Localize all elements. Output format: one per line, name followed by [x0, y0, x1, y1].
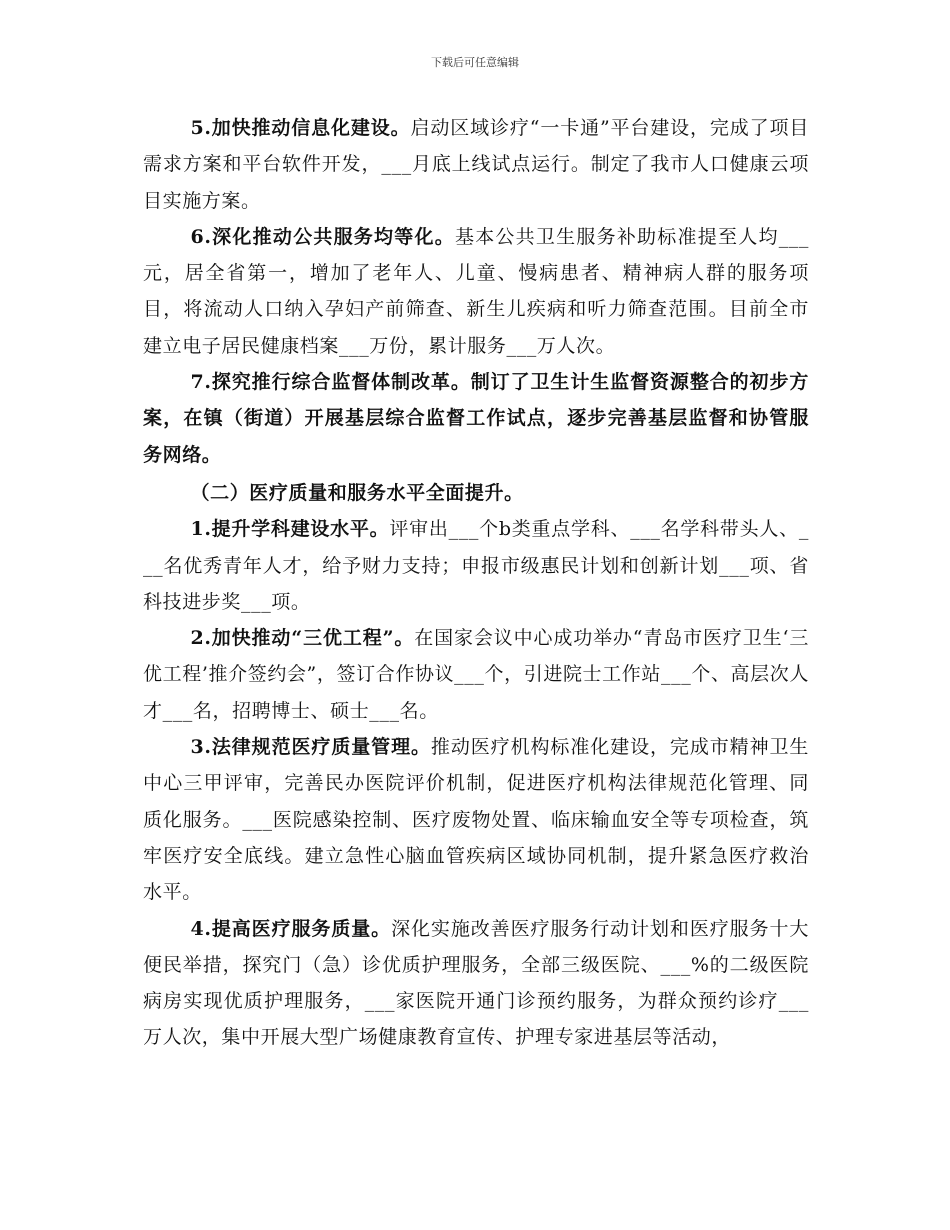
paragraph-heading: 4.提高医疗服务质量。 — [190, 917, 392, 940]
paragraph-text: 制订了卫生计生监督资源整合的初步方案，在镇（街道）开展基层综合监督工作试点，逐步完善基层监督和协管服务网络。 — [143, 371, 809, 466]
paragraph-6 — [143, 219, 809, 364]
paragraph-heading: 6.深化推动公共服务均等化。 — [190, 225, 455, 248]
section-title: （二）医疗质量和服务水平全面提升。 — [190, 481, 524, 504]
paragraph-text: 评审出___个b类重点学科、___名学科带头人、___名优秀青年人才，给予财力支持；申报市级惠民计划和创新计划___项、省科技进步奖___项。 — [143, 518, 809, 613]
paragraph-7 — [143, 364, 809, 473]
paragraph-heading: 3.法律规范医疗质量管理。 — [190, 736, 431, 759]
header-note: 下载后可任意编辑 — [431, 56, 519, 69]
paragraph-4 — [143, 911, 809, 1056]
section-heading — [143, 475, 809, 511]
paragraph-1 — [143, 511, 809, 620]
paragraph-heading: 1.提升学科建设水平。 — [190, 518, 390, 541]
paragraph-text: 深化实施改善医疗服务行动计划和医疗服务十大便民举措，探究门（急）诊优质护理服务，全部三级医院、___%的二级医院病房实现优质护理服务，___家医院开通门诊预约服务，为群众预约诊疗___万人次，集中开展大型广场健康教育宣传、护理专家进基层等活动， — [143, 917, 809, 1049]
paragraph-2 — [143, 620, 809, 729]
paragraph-5 — [143, 110, 809, 219]
paragraph-text: 推动医疗机构标准化建设，完成市精神卫生中心三甲评审，完善民办医院评价机制，促进医疗机构法律规范化管理、同质化服务。___医院感染控制、医疗废物处置、临床输血安全等专项检查，筑牢医疗安全底线。建立急性心脑血管疾病区域协同机制，提升紧急医疗救治水平。 — [143, 736, 809, 904]
paragraph-heading: 2.加快推动“三优工程”。 — [190, 627, 415, 650]
document-body — [143, 110, 809, 1056]
paragraph-text: 在国家会议中心成功举办“青岛市医疗卫生‘三优工程’推介签约会”，签订合作协议___个，引进院士工作站___个、高层次人才___名，招聘博士、硕士___名。 — [143, 627, 809, 722]
paragraph-text: 启动区域诊疗“一卡通”平台建设，完成了项目需求方案和平台软件开发，___月底上线试点运行。制定了我市人口健康云项目实施方案。 — [143, 117, 809, 212]
paragraph-heading: 7.探究推行综合监督体制改革。 — [190, 371, 471, 394]
paragraph-text: 基本公共卫生服务补助标准提至人均___元，居全省第一，增加了老年人、儿童、慢病患者、精神病人群的服务项目，将流动人口纳入孕妇产前筛查、新生儿疾病和听力筛查范围。目前全市建立电子居民健康档案___万份，累计服务___万人次。 — [143, 225, 809, 357]
paragraph-3 — [143, 729, 809, 910]
paragraph-heading: 5.加快推动信息化建设。 — [190, 117, 411, 139]
